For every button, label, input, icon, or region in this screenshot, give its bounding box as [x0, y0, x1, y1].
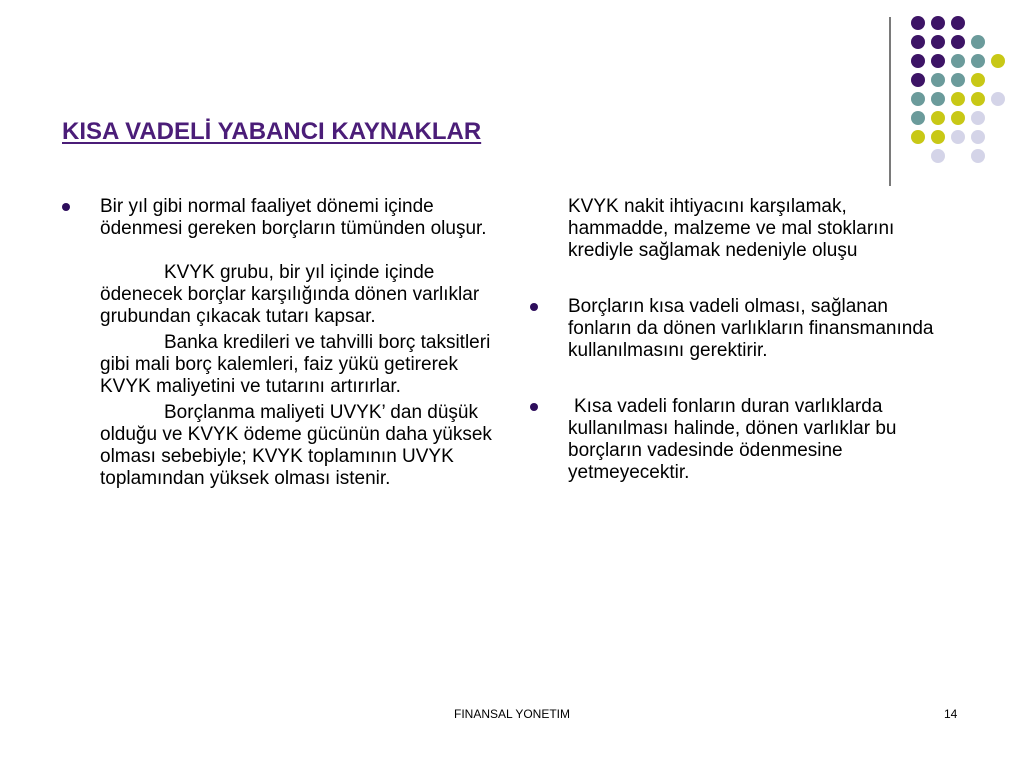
left-column	[62, 196, 502, 490]
decor-dot	[951, 111, 965, 125]
footer-title: FINANSAL YONETIM	[453, 707, 571, 721]
decor-dot	[971, 130, 985, 144]
bullet-item	[62, 196, 502, 240]
decor-dot	[931, 35, 945, 49]
decor-dot	[931, 54, 945, 68]
vertical-divider	[889, 17, 891, 186]
bullet-dot-icon	[530, 303, 538, 311]
decor-dot	[931, 111, 945, 125]
decor-dot	[931, 130, 945, 144]
decor-dot	[911, 54, 925, 68]
right-column	[530, 196, 950, 484]
bullet-dot-icon	[530, 403, 538, 411]
decor-dot	[951, 130, 965, 144]
decor-dot	[951, 54, 965, 68]
decor-dot	[991, 54, 1005, 68]
decor-dot	[951, 92, 965, 106]
decor-dot	[911, 16, 925, 30]
bullet-item	[530, 396, 950, 484]
decor-dot	[971, 35, 985, 49]
decor-dot	[971, 54, 985, 68]
decor-dot	[911, 92, 925, 106]
body-paragraph: Banka kredileri ve tahvilli borç taksitleri gibi mali borç kalemleri, faiz yükü getirerek KVYK maliyetini ve tutarını artırırlar.	[100, 332, 491, 397]
decor-dot	[951, 16, 965, 30]
decorative-dot-grid	[0, 0, 1024, 200]
page-number: 14	[944, 707, 958, 721]
body-paragraph: Borçlanma maliyeti UVYK’ dan düşük olduğu ve KVYK ödeme gücünün daha yüksek olması sebebiyle; KVYK toplamının UVYK toplamından yüksek olması istenir.	[100, 402, 492, 489]
decor-dot	[971, 73, 985, 87]
decor-dot	[931, 16, 945, 30]
decor-dot	[951, 35, 965, 49]
bullet-text: Kısa vadeli fonların duran varlıklarda kullanılması halinde, dönen varlıklar bu borçların vadesinde ödenmesine yetmeyecektir.	[568, 396, 897, 483]
decor-dot	[911, 73, 925, 87]
decor-dot	[971, 111, 985, 125]
body-paragraph: KVYK nakit ihtiyacını karşılamak, hammadde, malzeme ve mal stoklarını krediyle sağlamak nedeniyle oluşu	[568, 196, 895, 261]
decor-dot	[931, 149, 945, 163]
decor-dot	[991, 92, 1005, 106]
decor-dot	[931, 73, 945, 87]
body-paragraph: KVYK grubu, bir yıl içinde içinde ödenecek borçlar karşılığında dönen varlıklar grubundan çıkacak tutarı kapsar.	[100, 262, 480, 327]
decor-dot	[971, 149, 985, 163]
bullet-text: Bir yıl gibi normal faaliyet dönemi içinde ödenmesi gereken borçların tümünden oluşur.	[100, 196, 487, 239]
slide-title: KISA VADELİ YABANCI KAYNAKLAR	[62, 118, 482, 145]
bullet-item	[530, 296, 950, 362]
decor-dot	[971, 92, 985, 106]
decor-dot	[951, 73, 965, 87]
bullet-text: Borçların kısa vadeli olması, sağlanan fonların da dönen varlıkların finansmanında kullanılmasını gerektirir.	[568, 296, 934, 361]
decor-dot	[911, 35, 925, 49]
decor-dot	[911, 111, 925, 125]
decor-dot	[931, 92, 945, 106]
bullet-dot-icon	[62, 203, 70, 211]
decor-dot	[911, 130, 925, 144]
